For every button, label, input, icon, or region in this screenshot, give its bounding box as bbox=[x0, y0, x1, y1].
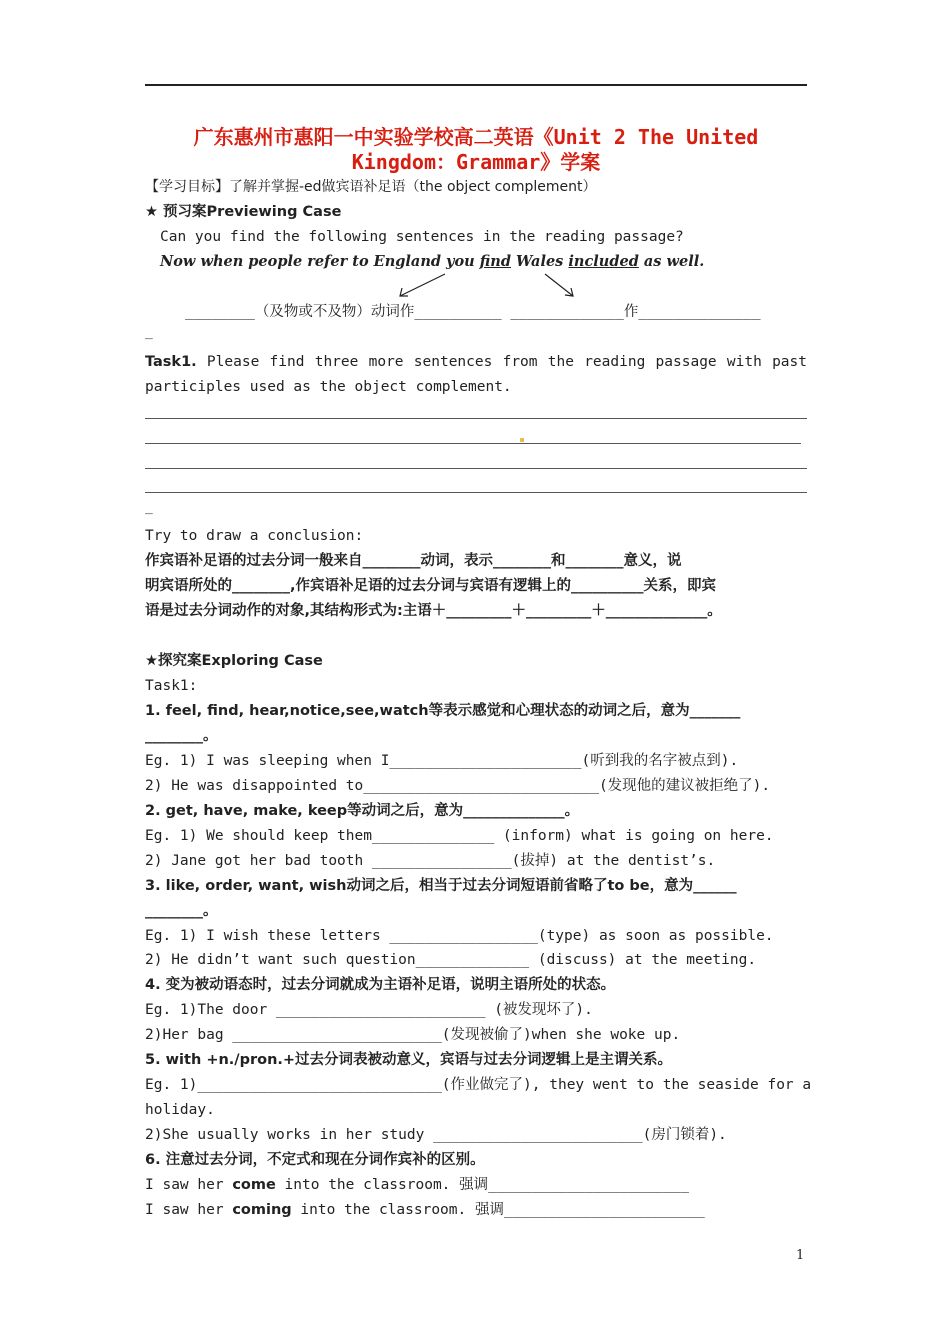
example-part2: Wales bbox=[510, 253, 569, 270]
preview-heading: ★ 预习案Previewing Case bbox=[145, 204, 342, 220]
eg-6-2-verb: coming bbox=[232, 1202, 292, 1218]
eg-4-2: 2)Her bag ________________________(发现被偷了)when she woke up. bbox=[145, 1027, 681, 1043]
example-part1: Now when people refer to England you bbox=[160, 253, 480, 270]
eg-6-1-pre: I saw her bbox=[145, 1177, 233, 1193]
eg-6-1-post: into the classroom. 强调_______________________ bbox=[275, 1177, 689, 1193]
example-find: find bbox=[479, 253, 511, 270]
eg-6-2-post: into the classroom. 强调_______________________ bbox=[291, 1202, 705, 1218]
eg-5-1-cont: holiday. bbox=[145, 1102, 215, 1118]
page-number: 1 bbox=[796, 1248, 805, 1263]
answer-blank-1[interactable] bbox=[145, 418, 807, 419]
task1-line bbox=[145, 352, 807, 372]
arrows-diagram bbox=[380, 270, 580, 302]
eg-3-1: Eg. 1) I wish these letters _________________(type) as soon as possible. bbox=[145, 928, 774, 944]
blank-dash: _ bbox=[145, 500, 153, 515]
conclusion-line1: 作宾语补足语的过去分词一般来自________动词，表示________和________意义，说 bbox=[145, 553, 682, 569]
rule-3-cont: ________。 bbox=[145, 903, 218, 919]
rule-1-cont: ________。 bbox=[145, 728, 218, 744]
conclusion-heading: Try to draw a conclusion: bbox=[145, 528, 364, 544]
header-rule bbox=[145, 84, 807, 86]
eg-6-1 bbox=[145, 1175, 807, 1195]
eg-6-2 bbox=[145, 1200, 807, 1220]
eg-2-2: 2) Jane got her bad tooth ________________(拔掉) at the dentist’s. bbox=[145, 853, 716, 869]
page-title-line2: Kingdom：Grammar》学案 bbox=[351, 150, 601, 174]
annotation-line: ________（及物或不及物）动词作__________ _____________作______________ bbox=[185, 304, 761, 320]
eg-1-1: Eg. 1) I was sleeping when I______________________(听到我的名字被点到). bbox=[145, 753, 739, 769]
rule-6: 6. 注意过去分词，不定式和现在分词作宾补的区别。 bbox=[145, 1152, 485, 1168]
conclusion-line3: 语是过去分词动作的对象,其结构形式为:主语＋_________＋_________＋______________。 bbox=[145, 603, 722, 619]
example-part3: as well. bbox=[638, 253, 705, 270]
arrow-right bbox=[545, 274, 573, 296]
learning-objective: 【学习目标】了解并掌握-ed做宾语补足语（the object complement） bbox=[145, 179, 597, 195]
example-sentence bbox=[160, 252, 822, 272]
rule-4: 4. 变为被动语态时，过去分词就成为主语补足语，说明主语所处的状态。 bbox=[145, 977, 616, 993]
eg-6-1-verb: come bbox=[232, 1177, 276, 1193]
annotation-dash: _ bbox=[145, 325, 153, 340]
rule-2: 2. get, have, make, keep等动词之后，意为______________。 bbox=[145, 803, 580, 819]
page-title-line1: 广东惠州市惠阳一中实验学校高二英语《Unit 2 The United bbox=[193, 125, 759, 149]
answer-blank-4[interactable] bbox=[145, 492, 807, 493]
explore-heading: ★探究案Exploring Case bbox=[145, 653, 323, 669]
rule-3: 3. like, order, want, wish动词之后，相当于过去分词短语前省略了to be，意为______ bbox=[145, 878, 737, 894]
conclusion-line2: 明宾语所处的________,作宾语补足语的过去分词与宾语有逻辑上的__________关系，即宾 bbox=[145, 578, 717, 594]
task1-heading: Task1. bbox=[145, 354, 197, 370]
eg-1-2: 2) He was disappointed to___________________________(发现他的建议被拒绝了). bbox=[145, 778, 771, 794]
arrow-left bbox=[400, 274, 445, 296]
rule-1: 1. feel, find, hear,notice,see,watch等表示感觉和心理状态的动词之后，意为_______ bbox=[145, 703, 741, 719]
eg-4-1: Eg. 1)The door ________________________ (被发现坏了). bbox=[145, 1002, 593, 1018]
eg-6-2-pre: I saw her bbox=[145, 1202, 233, 1218]
eg-5-1: Eg. 1)____________________________(作业做完了), they went to the seaside for a bbox=[145, 1077, 812, 1093]
preview-question: Can you find the following sentences in the reading passage? bbox=[160, 229, 684, 245]
rule-5: 5. with +n./pron.+过去分词表被动意义，宾语与过去分词逻辑上是主谓关系。 bbox=[145, 1052, 673, 1068]
mark-dot bbox=[520, 438, 524, 442]
answer-blank-2[interactable] bbox=[145, 443, 801, 444]
eg-5-2: 2)She usually works in her study ________________________(房门锁着). bbox=[145, 1127, 727, 1143]
task1b-heading: Task1: bbox=[145, 678, 198, 694]
task1-text-cont: participles used as the object complement. bbox=[145, 379, 512, 395]
task1-text: Please find three more sentences from the reading passage with past bbox=[196, 354, 807, 370]
example-included: included bbox=[568, 253, 639, 270]
eg-3-2: 2) He didn’t want such question_____________ (discuss) at the meeting. bbox=[145, 952, 757, 968]
answer-blank-3[interactable] bbox=[145, 468, 807, 469]
eg-2-1: Eg. 1) We should keep them______________ (inform) what is going on here. bbox=[145, 828, 774, 844]
